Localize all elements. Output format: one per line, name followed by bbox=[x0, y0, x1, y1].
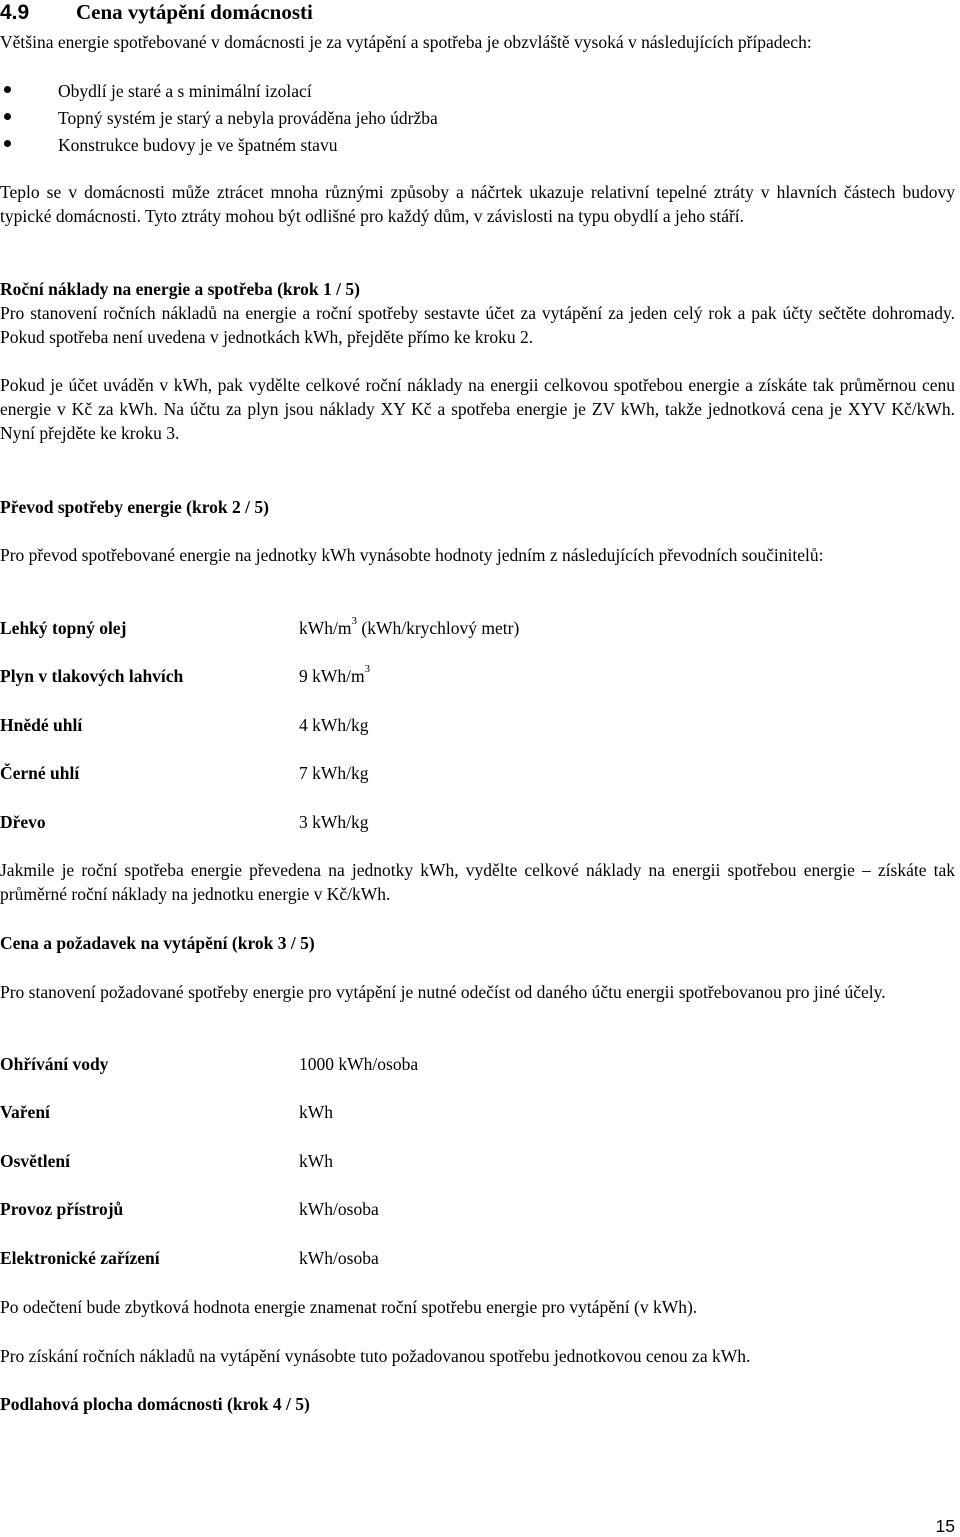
list-item bbox=[0, 79, 438, 106]
factor-value: 3 kWh/kg bbox=[299, 812, 369, 832]
table-row bbox=[0, 1246, 700, 1270]
factor-label: Plyn v tlakových lahvích bbox=[0, 666, 184, 686]
intro-paragraph: Většina energie spotřebované v domácnosti je za vytápění a spotřeba je obzvláště vysoká v následujících případech: bbox=[0, 32, 812, 52]
table-row bbox=[0, 1149, 700, 1173]
table-row bbox=[0, 1100, 700, 1124]
list-item-text: Konstrukce budovy je ve špatném stavu bbox=[58, 135, 338, 155]
list-item bbox=[0, 106, 438, 133]
factor-value: 4 kWh/kg bbox=[299, 715, 369, 735]
step3-paragraph: Pro stanovení požadované spotřeby energie pro vytápění je nutné odečíst od daného účtu energii spotřebovanou pro jiné účely. bbox=[0, 982, 886, 1002]
step4-heading: Podlahová plocha domácnosti (krok 4 / 5) bbox=[0, 1394, 310, 1414]
table-row bbox=[0, 616, 700, 640]
list-item-text: Obydlí je staré a s minimální izolací bbox=[58, 81, 312, 101]
use-value: kWh/osoba bbox=[299, 1248, 379, 1268]
use-label: Elektronické zařízení bbox=[0, 1248, 160, 1268]
list-item-text: Topný systém je starý a nebyla prováděna jeho údržba bbox=[58, 108, 438, 128]
step1-paragraph: Pro stanovení ročních nákladů na energie a roční spotřeby sestavte účet za vytápění za jeden celý rok a pak účty sečtěte dohromady. Pokud spotřeba není uvedena v jednotkách kWh, přejděte přímo ke kroku 2. bbox=[0, 303, 955, 347]
bullet-icon bbox=[4, 86, 11, 93]
use-label: Osvětlení bbox=[0, 1151, 70, 1171]
list-item bbox=[0, 133, 438, 160]
factor-value: kWh/$m^3$ (kWh/krychlový metr) bbox=[299, 615, 520, 638]
step1-heading: Roční náklady na energie a spotřeba (krok 1 / 5) bbox=[0, 279, 360, 299]
step1-paragraph-2: Pokud je účet uváděn v kWh, pak vydělte celkové roční náklady na energii celkovou spotřebou energie a získáte tak průměrnou cenu energie v Kč za kWh. Na účtu za plyn jsou náklady XY Kč a spotřeba energie je ZV kWh, takže jednotková cena je XYV Kč/kWh. Nyní přejděte ke kroku 3. bbox=[0, 375, 955, 443]
use-value: 1000 kWh/osoba bbox=[299, 1054, 419, 1074]
step3-after-paragraph-1: Po odečtení bude zbytková hodnota energie znamenat roční spotřebu energie pro vytápění (v kWh). bbox=[0, 1297, 698, 1317]
bullet-list bbox=[0, 79, 438, 160]
table-row bbox=[0, 1197, 700, 1221]
table-row bbox=[0, 713, 700, 737]
page-number: 15 bbox=[935, 1516, 955, 1536]
step2-heading: Převod spotřeby energie (krok 2 / 5) bbox=[0, 497, 269, 517]
factor-value: 9 kWh/$m^3$ bbox=[299, 663, 371, 686]
heat-loss-paragraph: Teplo se v domácnosti může ztrácet mnoha různými způsoby a náčrtek ukazuje relativní tepelné ztráty v hlavních částech budovy typické domácnosti. Tyto ztráty mohou být odlišné pro každý dům, v závislosti na typu obydlí a jeho stáří. bbox=[0, 182, 955, 226]
factor-label: Lehký topný olej bbox=[0, 618, 127, 638]
use-label: Ohřívání vody bbox=[0, 1054, 109, 1074]
section-title: Cena vytápění domácnosti bbox=[76, 0, 313, 24]
step2-paragraph: Pro převod spotřebované energie na jednotky kWh vynásobte hodnoty jedním z následujících převodních součinitelů: bbox=[0, 545, 824, 565]
factor-value: 7 kWh/kg bbox=[299, 763, 369, 783]
bullet-icon bbox=[4, 113, 11, 120]
bullet-icon bbox=[4, 140, 11, 147]
use-value: kWh bbox=[299, 1102, 334, 1122]
step3-heading: Cena a požadavek na vytápění (krok 3 / 5) bbox=[0, 933, 315, 953]
step3-after-paragraph-2: Pro získání ročních nákladů na vytápění vynásobte tuto požadovanou spotřebu jednotkovou cenou za kWh. bbox=[0, 1346, 751, 1366]
section-heading bbox=[0, 0, 313, 25]
use-value: kWh bbox=[299, 1151, 334, 1171]
table-row bbox=[0, 1052, 700, 1076]
use-label: Vaření bbox=[0, 1102, 50, 1122]
use-value: kWh/osoba bbox=[299, 1199, 379, 1219]
table-row bbox=[0, 664, 700, 688]
factor-label: Hnědé uhlí bbox=[0, 715, 83, 735]
table-row bbox=[0, 810, 700, 834]
table-row bbox=[0, 761, 700, 785]
use-label: Provoz přístrojů bbox=[0, 1199, 124, 1219]
section-number: 4.9 bbox=[0, 1, 30, 24]
step2-after-paragraph: Jakmile je roční spotřeba energie převedena na jednotky kWh, vydělte celkové náklady na energii spotřebou energie – získáte tak průměrné roční náklady na jednotku energie v Kč/kWh. bbox=[0, 860, 955, 904]
factor-label: Černé uhlí bbox=[0, 763, 80, 783]
factor-label: Dřevo bbox=[0, 812, 46, 832]
